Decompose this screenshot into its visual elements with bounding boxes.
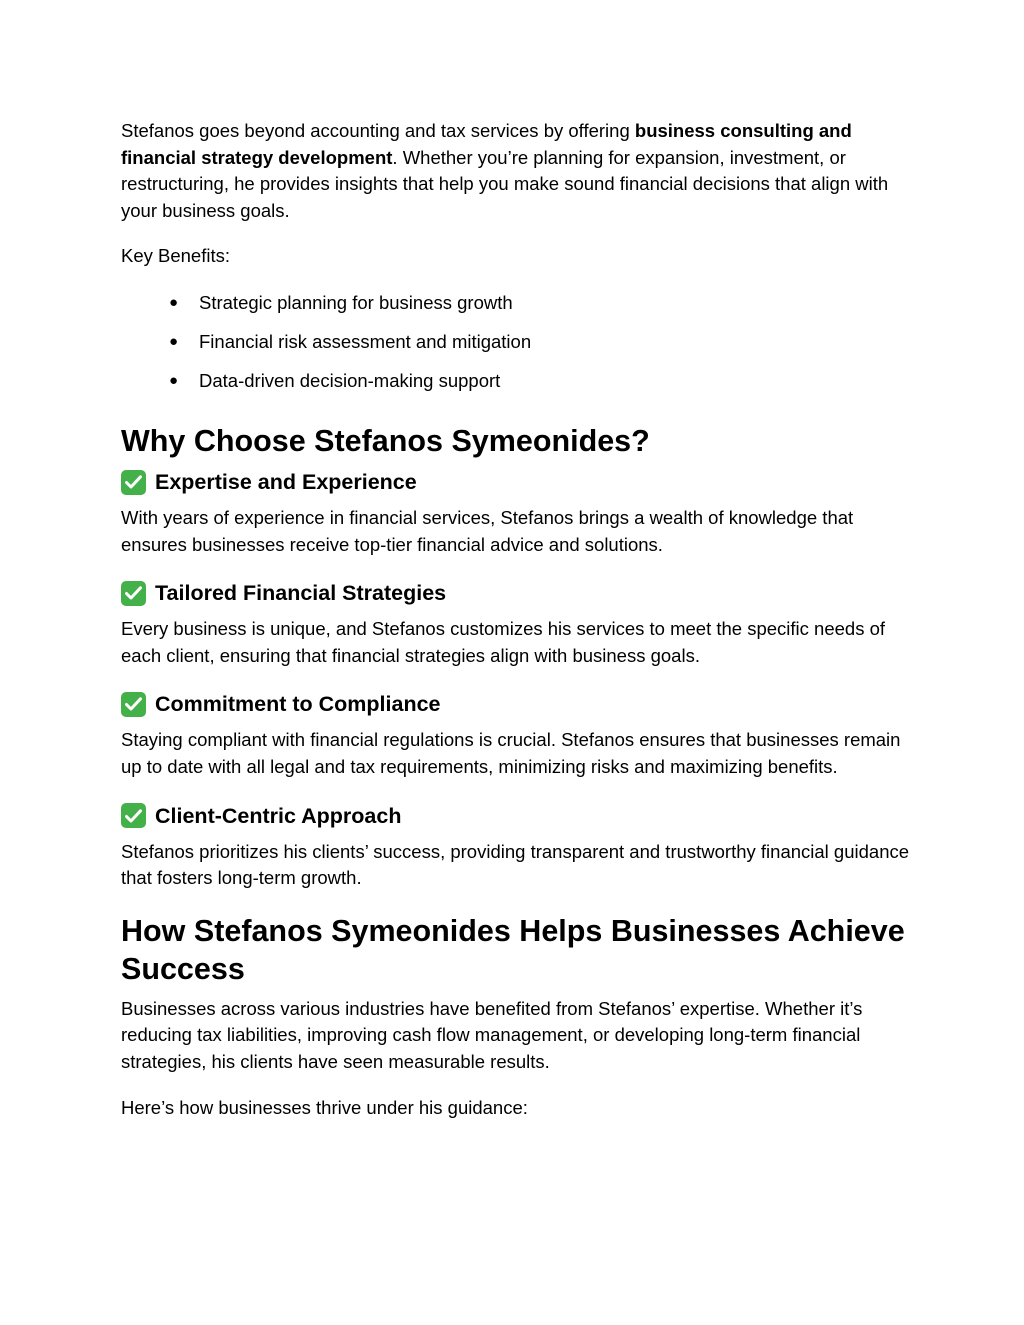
benefit-text: Data-driven decision-making support <box>199 369 501 391</box>
reason-title: Tailored Financial Strategies <box>155 581 447 606</box>
list-item <box>121 290 911 317</box>
closing-paragraph: Here’s how businesses thrive under his guidance: <box>121 1096 528 1118</box>
check-mark-icon <box>121 692 146 717</box>
reason-heading <box>121 801 911 831</box>
reason-body: Staying compliant with financial regulations is crucial. Stefanos ensures that businesses remain up to date with all legal and tax requirements, minimizing risks and maximizing benefits. <box>121 729 901 777</box>
intro-text-start: Stefanos goes beyond accounting and tax services by offering <box>121 120 635 141</box>
reason-heading <box>121 689 911 719</box>
bullet-icon: ● <box>169 332 179 350</box>
intro-text-end: . Whether you’re planning for expansion, investment, or restructuring, he provides insights that help you make sound financial decisions that align with your business goals. <box>121 146 889 221</box>
intro-bold-phrase: business consulting and financial strategy development <box>121 120 852 168</box>
how-heading: How Stefanos Symeonides Helps Businesses Achieve Success <box>121 913 905 987</box>
why-heading: Why Choose Stefanos Symeonides? <box>121 423 650 458</box>
list-item <box>121 329 911 356</box>
list-item <box>121 368 911 395</box>
reason-section <box>121 467 911 558</box>
document-page <box>121 118 911 1121</box>
check-mark-icon <box>121 803 146 828</box>
reason-heading <box>121 467 911 497</box>
reason-section <box>121 578 911 669</box>
reason-section <box>121 689 911 780</box>
bullet-icon: ● <box>169 371 179 389</box>
reason-heading <box>121 578 911 608</box>
reason-title: Commitment to Compliance <box>155 692 441 717</box>
check-mark-icon <box>121 470 146 495</box>
intro-paragraph <box>121 118 911 224</box>
check-mark-icon <box>121 581 146 606</box>
key-benefits-label: Key Benefits: <box>121 245 231 267</box>
reason-body: Stefanos prioritizes his clients’ success, providing transparent and trustworthy financial guidance that fosters long-term growth. <box>121 840 910 889</box>
reason-title: Expertise and Experience <box>155 470 417 495</box>
benefit-text: Financial risk assessment and mitigation <box>199 330 532 352</box>
reason-title: Client-Centric Approach <box>155 803 402 828</box>
reason-section <box>121 801 911 892</box>
how-paragraph: Businesses across various industries have benefited from Stefanos’ expertise. Whether it’s reducing tax liabilities, improving cash flow management, or developing long-term financial strategies, his clients have seen measurable results. <box>121 997 863 1072</box>
reason-body: Every business is unique, and Stefanos customizes his services to meet the specific needs of each client, ensuring that financial strategies align with business goals. <box>121 618 886 666</box>
reason-body: With years of experience in financial services, Stefanos brings a wealth of knowledge that ensures businesses receive top-tier financial advice and solutions. <box>121 507 854 555</box>
benefit-text: Strategic planning for business growth <box>199 291 513 313</box>
bullet-icon: ● <box>169 293 179 311</box>
benefits-list <box>121 290 911 395</box>
